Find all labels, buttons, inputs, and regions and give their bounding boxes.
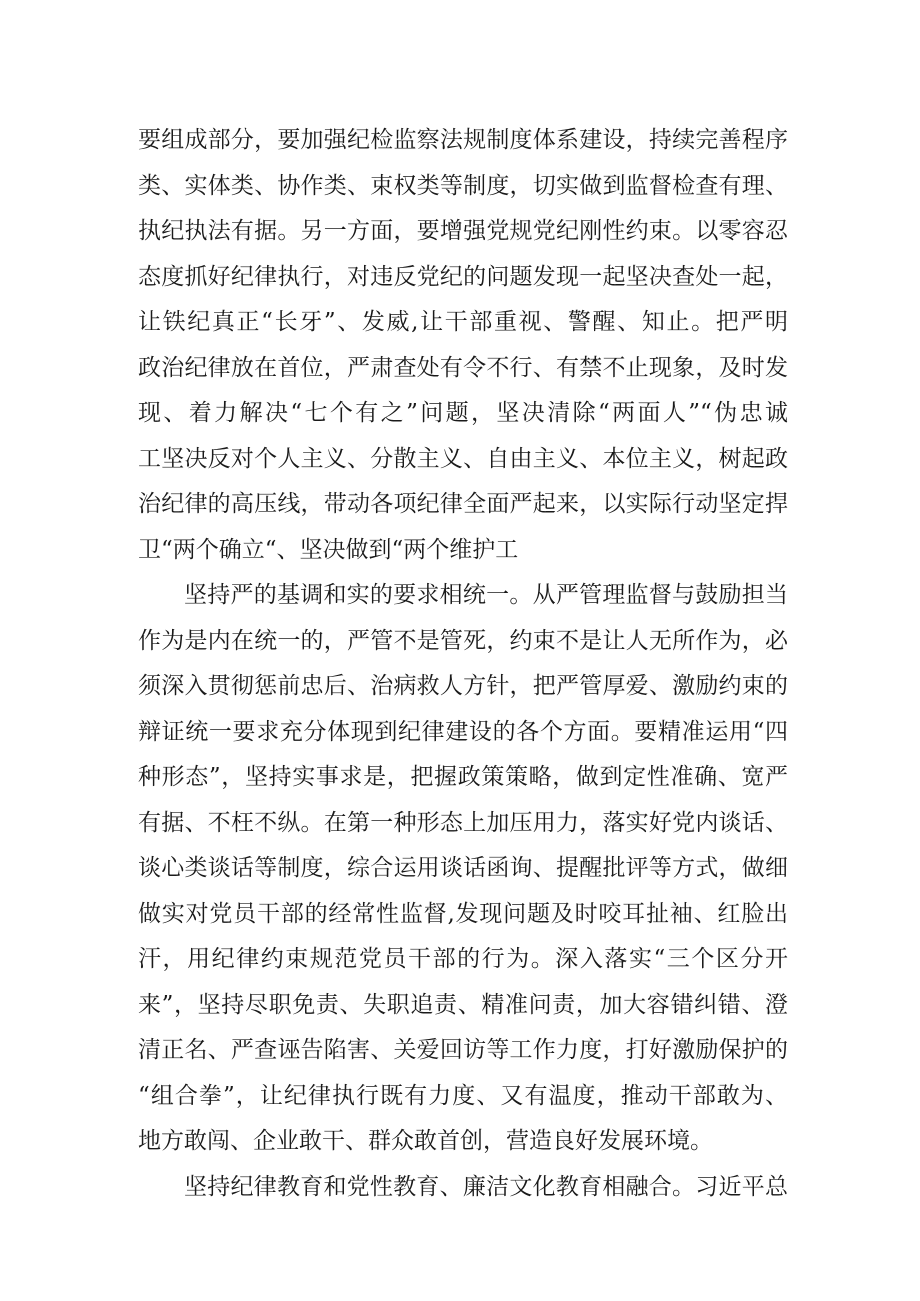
text-line: 清正名、严查诬告陷害、关爱回访等工作力度，打好激励保护的 (138, 1037, 788, 1063)
paragraph-start-line: 坚持纪律教育和党性教育、廉洁文化教育相融合。习近平总 (184, 1173, 788, 1200)
text-line: 卫“两个确立“、坚决做到“两个维护工 (138, 536, 519, 563)
text-line: 有据、不枉不纵。在第一种形态上加压用力，落实好党内谈话、 (138, 809, 788, 836)
paragraph-start-line: 坚持严的基调和实的要求相统一。从严管理监督与鼓励担当 (184, 582, 788, 608)
text-line: 种形态”，坚持实事求是，把握政策策略，做到定性准确、宽严 (138, 764, 788, 790)
text-line: 来”，坚持尽职免责、失职追责、精准问责，加大容错纠错、澄 (138, 991, 788, 1018)
text-line: 要组成部分，要加强纪检监察法规制度体系建设，持续完善程序 (138, 127, 788, 153)
text-line: 作为是内在统一的，严管不是管死，约束不是让人无所作为，必 (138, 627, 788, 654)
text-line: 工坚决反对个人主义、分散主义、自由主义、本位主义，树起政 (138, 445, 788, 472)
text-line: “组合拳”，让纪律执行既有力度、又有温度，推动干部敢为、 (138, 1082, 788, 1109)
text-line: 须深入贯彻惩前忠后、治病救人方针，把严管厚爱、激励约束的 (138, 673, 788, 699)
body-text (138, 118, 788, 1210)
text-line: 让铁纪真正“长牙”、发威,让干部重视、警醒、知止。把严明 (138, 309, 788, 335)
text-line: 态度抓好纪律执行，对违反党纪的问题发现一起坚决查处一起， (138, 263, 788, 290)
text-line: 谈心类谈话等制度，综合运用谈话函询、提醒批评等方式，做细 (138, 855, 788, 881)
text-line: 治纪律的高压线，带动各项纪律全面严起来，以实际行动坚定捍 (138, 491, 788, 517)
text-line: 执纪执法有据。另一方面，要增强党规党纪刚性约束。以零容忍 (138, 218, 788, 244)
text-line: 辩证统一要求充分体现到纪律建设的各个方面。要精准运用“四 (138, 718, 788, 745)
text-line: 地方敢闯、企业敢干、群众敢首创，营造良好发展环境。 (138, 1128, 713, 1154)
text-line: 类、实体类、协作类、束权类等制度，切实做到监督检查有理、 (138, 172, 788, 199)
text-line: 汗，用纪律约束规范党员干部的行为。深入落实“三个区分开 (138, 946, 788, 972)
text-line: 做实对党员干部的经常性监督,发现问题及时咬耳扯袖、红脸出 (138, 900, 788, 927)
text-line: 政治纪律放在首位，严肃查处有令不行、有禁不止现象，及时发 (138, 354, 788, 381)
text-line: 现、着力解决“七个有之”问题，坚决清除“两面人”“伪忠诚 (138, 400, 788, 426)
